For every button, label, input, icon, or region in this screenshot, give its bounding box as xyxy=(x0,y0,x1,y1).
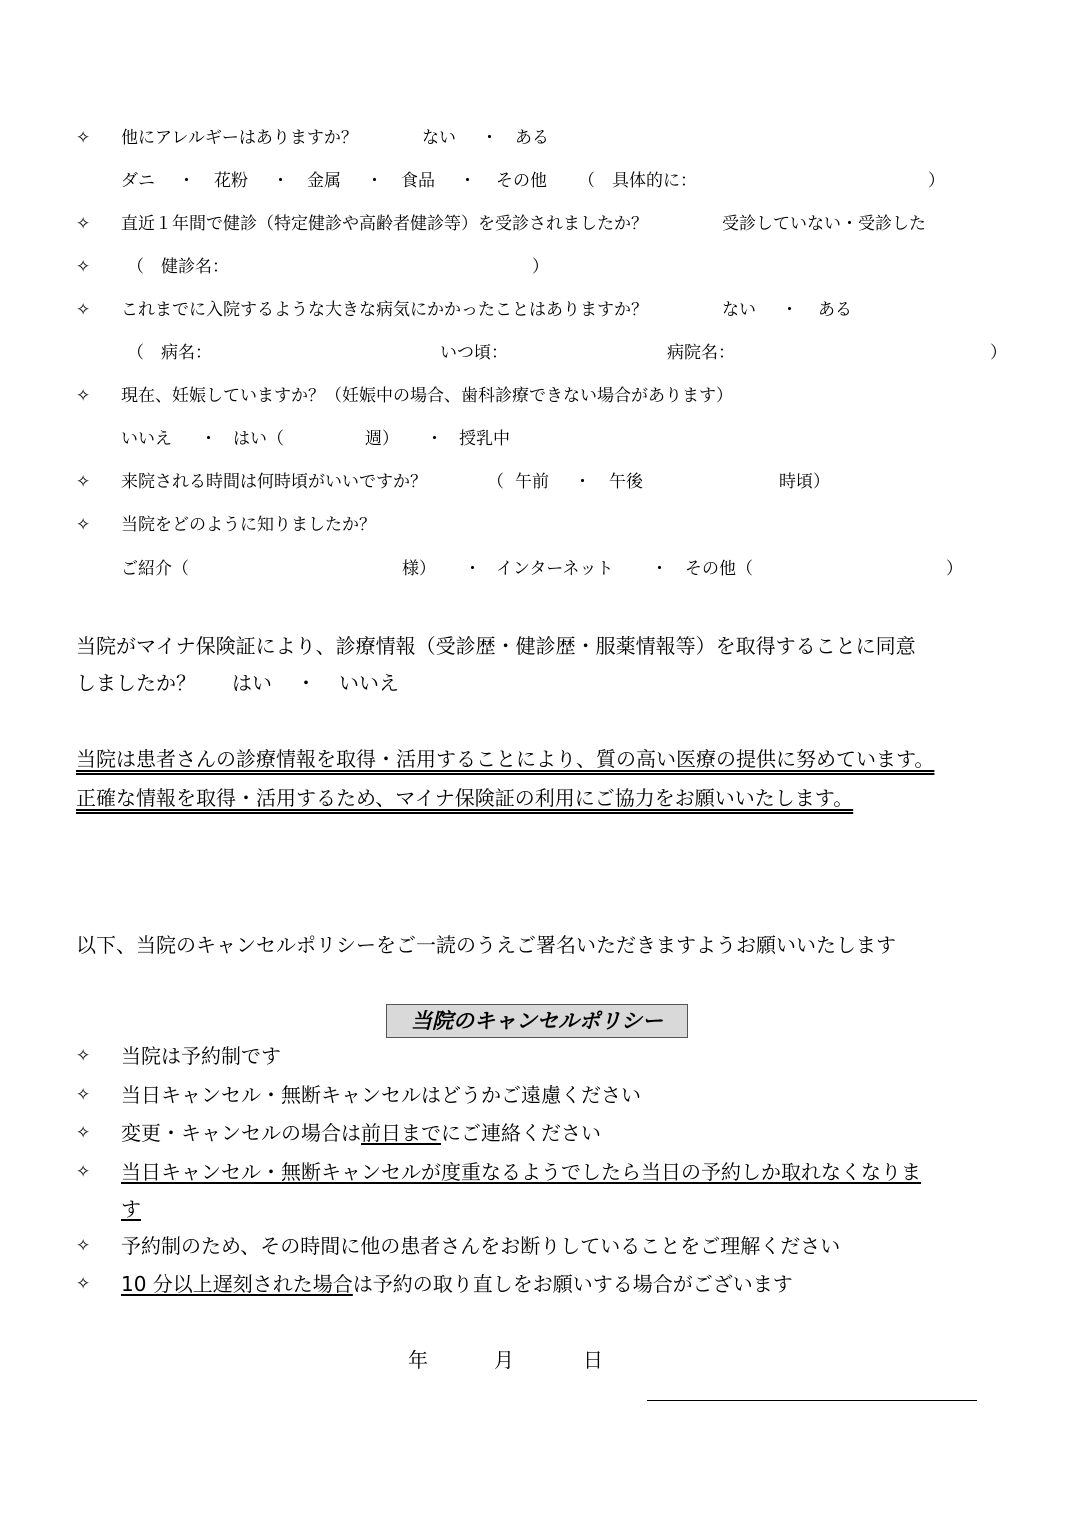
policy-item-late-arrival-result: は予約の取り直しをお願いする場合がございます xyxy=(352,1272,793,1296)
illness-question: これまでに入院するような大きな病気にかかったことはありますか？ xyxy=(121,300,648,320)
date-day-label: 日 xyxy=(583,1348,603,1372)
bullet-icon: ✧ xyxy=(76,1085,91,1105)
separator: ・ xyxy=(178,171,195,191)
bullet-icon: ✧ xyxy=(76,515,91,535)
visit-time-question: 来院される時間は何時頃がいいですか？ xyxy=(121,472,427,492)
checkup-options[interactable]: 受診していない・受診した xyxy=(722,214,926,234)
consent-question-line1: 当院がマイナ保険証により、診療情報（受診歴・健診歴・服薬情報等）を取得することに同意 xyxy=(76,634,916,658)
pregnancy-weeks-label: 週） xyxy=(365,429,399,449)
allergy-metal[interactable]: 金属 xyxy=(307,171,341,191)
allergy-food[interactable]: 食品 xyxy=(401,171,435,191)
bullet-icon: ✧ xyxy=(76,128,91,148)
bullet-icon: ✧ xyxy=(76,1274,91,1294)
date-month-label: 月 xyxy=(494,1348,514,1372)
notice-line1: 当院は患者さんの診療情報を取得・活用することにより、質の高い医療の提供に努めています。 xyxy=(76,747,935,771)
bullet-icon: ✧ xyxy=(76,1046,91,1066)
policy-item-change-notice-c: にご連絡ください xyxy=(441,1121,601,1145)
illness-name-label: （ 病名： xyxy=(127,343,212,363)
visit-hour-label: 時頃） xyxy=(779,472,830,492)
separator: ・ xyxy=(781,300,798,320)
bullet-icon: ✧ xyxy=(76,214,91,234)
separator: ・ xyxy=(651,559,668,579)
separator: ・ xyxy=(296,671,316,695)
referral-question: 当院をどのように知りましたか？ xyxy=(121,515,376,535)
bullet-icon: ✧ xyxy=(76,472,91,492)
afternoon-option[interactable]: 午後 xyxy=(609,472,643,492)
referral-option[interactable]: ご紹介（ xyxy=(121,559,189,579)
policy-item-reservation: 当院は予約制です xyxy=(121,1044,281,1068)
bullet-icon: ✧ xyxy=(76,300,91,320)
pregnancy-no-option[interactable]: いいえ xyxy=(121,429,172,449)
illness-no-option[interactable]: ない xyxy=(722,300,756,320)
other-source-close: ） xyxy=(946,559,963,579)
internet-option[interactable]: インターネット xyxy=(496,559,614,579)
separator: ・ xyxy=(574,472,591,492)
illness-close: ） xyxy=(990,343,1007,363)
notice-line2: 正確な情報を取得・活用するため、マイナ保険証の利用にご協力をお願いいたします。 xyxy=(76,786,854,810)
separator: ・ xyxy=(200,429,217,449)
separator: ・ xyxy=(426,429,443,449)
illness-yes-option[interactable]: ある xyxy=(818,300,852,320)
illness-hospital-label: 病院名： xyxy=(667,343,735,363)
bullet-icon: ✧ xyxy=(76,1162,91,1182)
consent-question-line2: しましたか？ xyxy=(76,671,196,695)
separator: ・ xyxy=(272,171,289,191)
policy-intro: 以下、当院のキャンセルポリシーをご一読のうえご署名いただきますようお願いいたします xyxy=(76,933,896,957)
pregnancy-yes-option[interactable]: はい（ xyxy=(233,429,284,449)
policy-item-change-notice-deadline: 前日まで xyxy=(361,1121,441,1145)
consent-yes-option[interactable]: はい xyxy=(232,671,272,695)
allergy-detail-label: （ 具体的に： xyxy=(578,171,697,191)
signature-line[interactable] xyxy=(647,1400,977,1401)
policy-item-same-day-cancel: 当日キャンセル・無断キャンセルはどうかご遠慮ください xyxy=(121,1083,641,1107)
date-year-label: 年 xyxy=(408,1348,428,1372)
nursing-option[interactable]: 授乳中 xyxy=(459,429,510,449)
other-source-option[interactable]: その他（ xyxy=(685,559,753,579)
policy-item-other-patients: 予約制のため、その時間に他の患者さんをお断りしていることをご理解ください xyxy=(121,1234,841,1258)
allergy-mite[interactable]: ダニ xyxy=(121,171,155,191)
policy-item-change-notice-a: 変更・キャンセルの場合は xyxy=(121,1121,361,1145)
illness-when-label: いつ頃： xyxy=(440,343,508,363)
policy-item-repeat-cancel-line2: す xyxy=(121,1197,141,1221)
allergy-pollen[interactable]: 花粉 xyxy=(214,171,248,191)
referral-sama-label: 様） xyxy=(402,559,436,579)
checkup-name-label: （ 健診名： xyxy=(127,257,229,277)
allergy-question: 他にアレルギーはありますか？ xyxy=(121,128,358,148)
allergy-yes-option[interactable]: ある xyxy=(515,128,549,148)
bullet-icon: ✧ xyxy=(76,386,91,406)
consent-no-option[interactable]: いいえ xyxy=(339,671,399,695)
bullet-icon: ✧ xyxy=(76,1123,91,1143)
morning-option[interactable]: 午前 xyxy=(515,472,549,492)
pregnancy-question: 現在、妊娠していますか？（妊娠中の場合、歯科診療できない場合があります） xyxy=(121,386,733,406)
policy-item-late-arrival xyxy=(121,1269,793,1299)
allergy-other[interactable]: その他 xyxy=(496,171,547,191)
policy-item-repeat-cancel-line1: 当日キャンセル・無断キャンセルが度重なるようでしたら当日の予約しか取れなくなりま xyxy=(121,1160,921,1184)
policy-title: 当院のキャンセルポリシー xyxy=(386,1004,688,1038)
separator: ・ xyxy=(481,128,498,148)
separator: ・ xyxy=(366,171,383,191)
separator: ・ xyxy=(464,559,481,579)
checkup-question: 直近１年間で健診（特定健診や高齢者健診等）を受診されましたか？ xyxy=(121,214,648,234)
visit-time-open: （ xyxy=(487,472,504,492)
bullet-icon: ✧ xyxy=(76,257,91,277)
allergy-no-option[interactable]: ない xyxy=(422,128,456,148)
bullet-icon: ✧ xyxy=(76,1236,91,1256)
policy-item-late-arrival-condition: 10 分以上遅刻された場合 xyxy=(121,1272,353,1296)
separator: ・ xyxy=(459,171,476,191)
checkup-name-close: ） xyxy=(532,257,549,277)
allergy-detail-close: ） xyxy=(928,171,945,191)
policy-item-change-notice xyxy=(121,1118,601,1148)
